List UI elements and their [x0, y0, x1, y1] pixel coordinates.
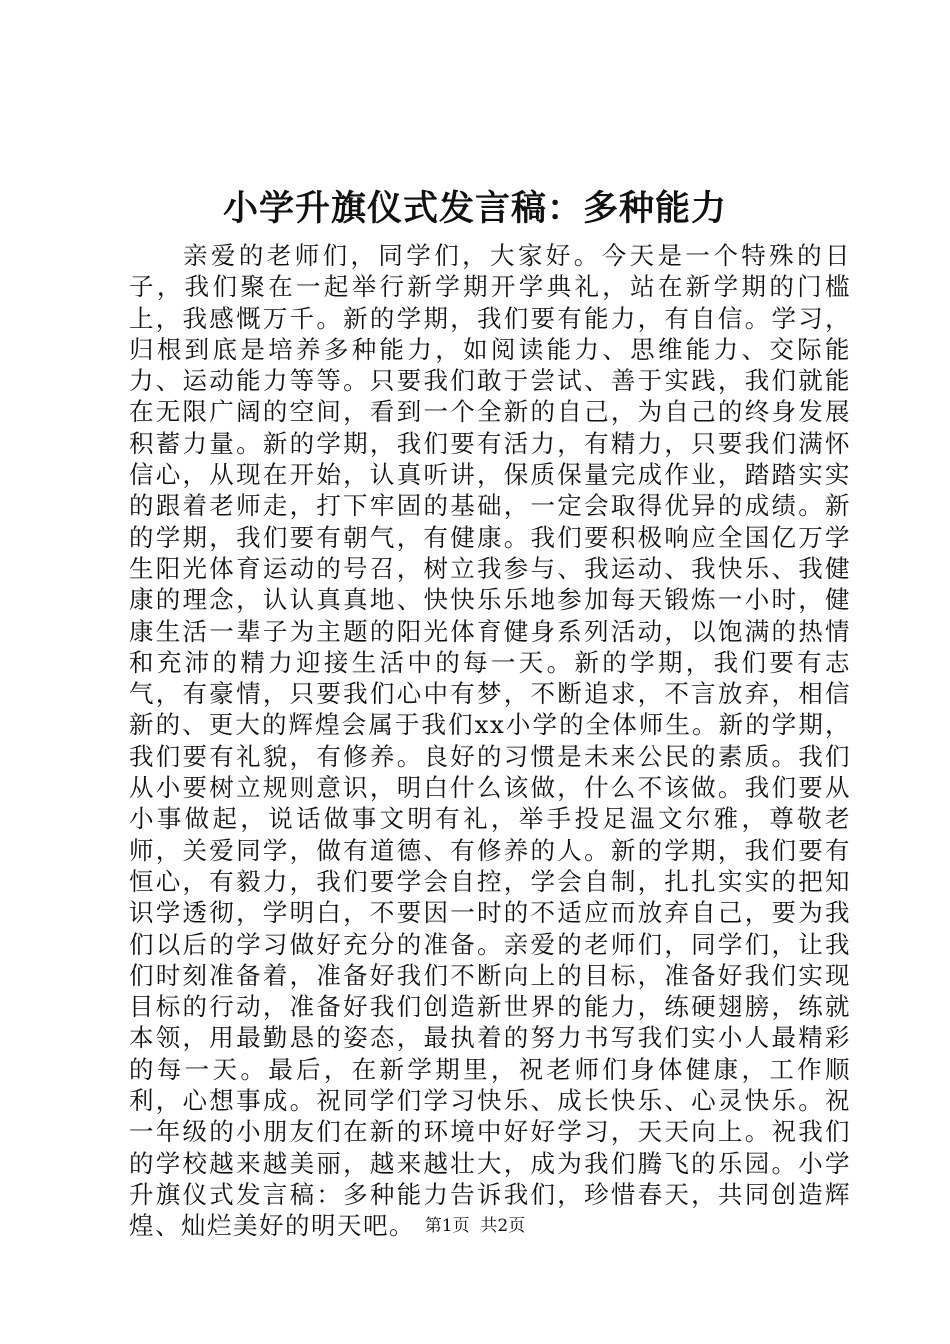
page-footer	[0, 1214, 950, 1238]
footer-separator	[470, 1216, 481, 1236]
page-number: 第1页	[424, 1216, 470, 1236]
document-body-paragraph: 亲爱的老师们，同学们，大家好。今天是一个特殊的日子，我们聚在一起举行新学期开学典礼，站在新学期的门槛上，我感慨万千。新的学期，我们要有能力，有自信。学习，归根到底是培养多种能力，如阅读能力、思维能力、交际能力、运动能力等等。只要我们敢于尝试、善于实践，我们就能在无限广阔的空间，看到一个全新的自己，为自己的终身发展积蓄力量。新的学期，我们要有活力，有精力，只要我们满怀信心，从现在开始，认真听讲，保质保量完成作业，踏踏实实的跟着老师走，打下牢固的基础，一定会取得优异的成绩。新的学期，我们要有朝气，有健康。我们要积极响应全国亿万学生阳光体育运动的号召，树立我参与、我运动、我快乐、我健康的理念，认认真真地、快快乐乐地参加每天锻炼一小时，健康生活一辈子为主题的阳光体育健身系列活动，以饱满的热情和充沛的精力迎接生活中的每一天。新的学期，我们要有志气，有豪情，只要我们心中有梦，不断追求，不言放弃，相信新的、更大的辉煌会属于我们xx小学的全体师生。新的学期，我们要有礼貌，有修养。良好的习惯是未来公民的素质。我们从小要树立规则意识，明白什么该做，什么不该做。我们要从小事做起，说话做事文明有礼，举手投足温文尔雅，尊敬老师，关爱同学，做有道德、有修养的人。新的学期，我们要有恒心，有毅力，我们要学会自控，学会自制，扎扎实实的把知识学透彻，学明白，不要因一时的不适应而放弃自己，要为我们以后的学习做好充分的准备。亲爱的老师们，同学们，让我们时刻准备着，准备好我们不断向上的目标，准备好我们实现目标的行动，准备好我们创造新世界的能力，练硬翅膀，练就本领，用最勤恳的姿态，最执着的努力书写我们实小人最精彩的每一天。最后，在新学期里，祝老师们身体健康，工作顺利，心想事成。祝同学们学习快乐、成长快乐、心灵快乐。祝一年级的小朋友们在新的环境中好好学习，天天向上。祝我们的学校越来越美丽，越来越壮大，成为我们腾飞的乐园。小学升旗仪式发言稿：多种能力告诉我们，珍惜春天，共同创造辉煌、灿烂美好的明天吧。	[129, 241, 851, 1241]
document-title: 小学升旗仪式发言稿：多种能力	[222, 188, 727, 229]
page-total: 共2页	[480, 1216, 526, 1236]
